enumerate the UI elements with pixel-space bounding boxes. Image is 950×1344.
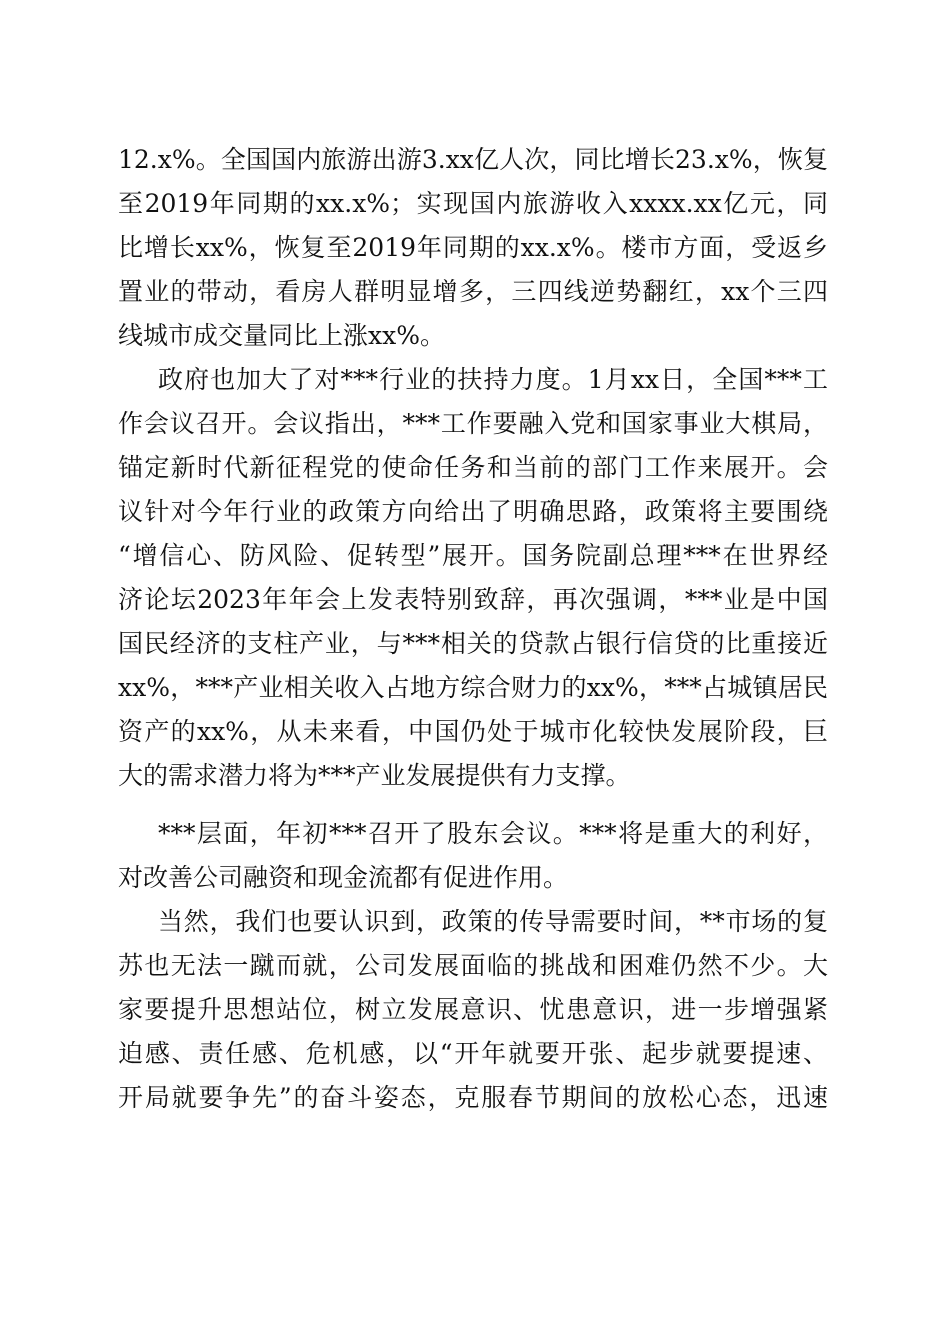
paragraph-4-line-1: 当然，我们也要认识到，政策的传导需要时间，**市场的复 xyxy=(158,907,828,936)
paragraph-2-line-9: 资产的xx%，从未来看，中国仍处于城市化较快发展阶段，巨 xyxy=(118,717,828,746)
paragraph-2-line-6: 济论坛2023年年会上发表特别致辞，再次强调，***业是中国 xyxy=(118,585,828,614)
paragraph-4-line-4: 迫感、责任感、危机感，以“开年就要开张、起步就要提速、 xyxy=(118,1039,828,1068)
paragraph-1-line-1: 12.x%。全国国内旅游出游3.xx亿人次，同比增长23.x%，恢复 xyxy=(118,145,828,174)
paragraph-2-line-8: xx%，***产业相关收入占地方综合财力的xx%，***占城镇居民 xyxy=(118,673,828,702)
paragraph-4-line-2: 苏也无法一蹴而就，公司发展面临的挑战和困难仍然不少。大 xyxy=(118,951,828,980)
paragraph-2-line-3: 锚定新时代新征程党的使命任务和当前的部门工作来展开。会 xyxy=(118,453,828,482)
paragraph-3-line-2: 对改善公司融资和现金流都有促进作用。 xyxy=(118,863,569,892)
paragraph-2-line-7: 国民经济的支柱产业，与***相关的贷款占银行信贷的比重接近 xyxy=(118,629,828,658)
paragraph-4-line-5: 开局就要争先”的奋斗姿态，克服春节期间的放松心态，迅速 xyxy=(118,1083,828,1112)
paragraph-1-line-3: 比增长xx%，恢复至2019年同期的xx.x%。楼市方面，受返乡 xyxy=(118,233,828,262)
paragraph-2-line-4: 议针对今年行业的政策方向给出了明确思路，政策将主要围绕 xyxy=(118,497,828,526)
paragraph-2-line-5: “增信心、防风险、促转型”展开。国务院副总理***在世界经 xyxy=(118,541,828,570)
paragraph-3-line-1: ***层面，年初***召开了股东会议。***将是重大的利好， xyxy=(158,819,828,848)
paragraph-2-line-2: 作会议召开。会议指出，***工作要融入党和国家事业大棋局， xyxy=(118,409,828,438)
paragraph-2-line-1: 政府也加大了对***行业的扶持力度。1月xx日，全国***工 xyxy=(158,365,828,394)
paragraph-4-line-3: 家要提升思想站位，树立发展意识、忧患意识，进一步增强紧 xyxy=(118,995,828,1024)
paragraph-2-line-10: 大的需求潜力将为***产业发展提供有力支撑。 xyxy=(118,761,631,790)
paragraph-1-line-4: 置业的带动，看房人群明显增多，三四线逆势翻红，xx个三四 xyxy=(118,277,828,306)
paragraph-1-line-5: 线城市成交量同比上涨xx%。 xyxy=(118,321,445,350)
paragraph-1-line-2: 至2019年同期的xx.x%；实现国内旅游收入xxxx.xx亿元，同 xyxy=(118,189,828,218)
